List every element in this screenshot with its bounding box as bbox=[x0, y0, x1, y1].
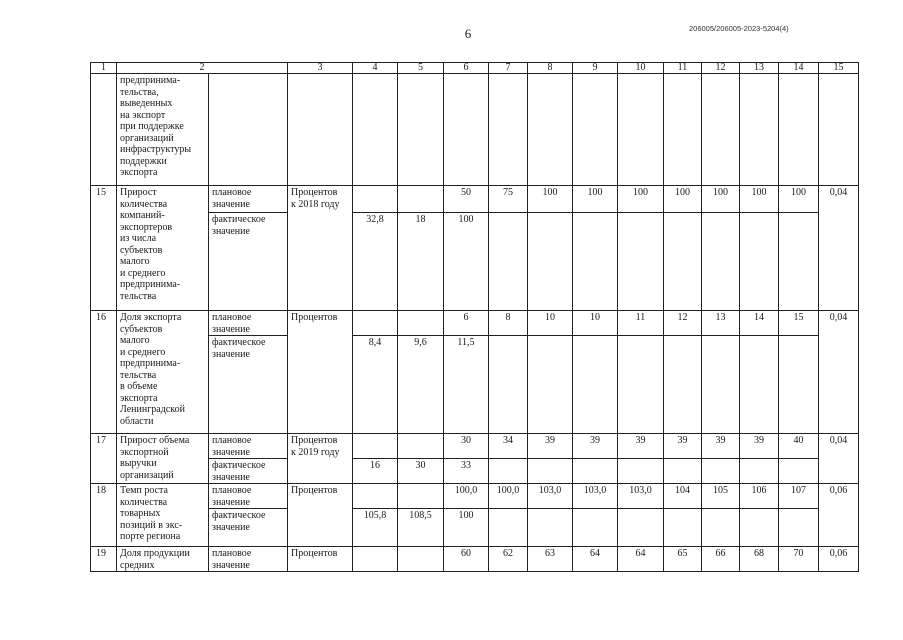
plan-value-col-10: 103,0 bbox=[618, 484, 664, 509]
column-header-10: 10 bbox=[618, 63, 664, 74]
indicator-name: Прирост объема экспортной выручки организаций bbox=[117, 434, 209, 484]
fact-value-col-8 bbox=[528, 336, 573, 434]
fact-value-col-13 bbox=[740, 459, 779, 484]
column-header-7: 7 bbox=[489, 63, 528, 74]
plan-value-col-10: 39 bbox=[618, 434, 664, 459]
plan-value-col-5 bbox=[398, 434, 444, 459]
column-header-9: 9 bbox=[573, 63, 618, 74]
plan-value-col-5 bbox=[398, 484, 444, 509]
plan-value-col-6: 6 bbox=[444, 311, 489, 336]
weight: 0,06 bbox=[819, 484, 859, 547]
fact-value-col-8 bbox=[528, 509, 573, 547]
plan-value-col-13: 68 bbox=[740, 547, 779, 572]
plan-value-col-10: 100 bbox=[618, 186, 664, 213]
plan-value-col-4 bbox=[353, 434, 398, 459]
page-number: 6 bbox=[464, 26, 472, 41]
indicator-row-16-plan bbox=[91, 311, 859, 336]
plan-value-col-12: 13 bbox=[702, 311, 740, 336]
fact-value-col-10 bbox=[618, 509, 664, 547]
column-header-13: 13 bbox=[740, 63, 779, 74]
plan-value-col-6: 100,0 bbox=[444, 484, 489, 509]
plan-value-col-7: 100,0 bbox=[489, 484, 528, 509]
fact-value-col-11 bbox=[664, 336, 702, 434]
indicator-row-17-plan bbox=[91, 434, 859, 459]
value-col-9 bbox=[573, 74, 618, 186]
fact-value-col-11 bbox=[664, 213, 702, 311]
indicators-table bbox=[90, 62, 859, 572]
fact-value-col-14 bbox=[779, 509, 819, 547]
column-header-2: 2 bbox=[117, 63, 288, 74]
fact-value-col-14 bbox=[779, 336, 819, 434]
indicator-name: Прирост количества компаний- экспортеров из числа субъектов малого и среднего предпринима- тельства bbox=[117, 186, 209, 311]
indicator-row-19-plan bbox=[91, 547, 859, 572]
fact-value-col-10 bbox=[618, 336, 664, 434]
weight: 0,06 bbox=[819, 547, 859, 572]
unit: Процентов к 2018 году bbox=[288, 186, 353, 311]
indicator-name: Доля продукции средних bbox=[117, 547, 209, 572]
value-col-10 bbox=[618, 74, 664, 186]
plan-value-col-7: 8 bbox=[489, 311, 528, 336]
plan-value-col-6: 60 bbox=[444, 547, 489, 572]
fact-value-col-9 bbox=[573, 509, 618, 547]
indicator-name: Темп роста количества товарных позиций в экс- порте региона bbox=[117, 484, 209, 547]
value-col-11 bbox=[664, 74, 702, 186]
column-header-1: 1 bbox=[91, 63, 117, 74]
plan-value-col-4 bbox=[353, 547, 398, 572]
plan-value-col-11: 65 bbox=[664, 547, 702, 572]
fact-value-col-14 bbox=[779, 213, 819, 311]
plan-value-col-14: 70 bbox=[779, 547, 819, 572]
fact-value-col-4: 16 bbox=[353, 459, 398, 484]
fact-value-col-7 bbox=[489, 213, 528, 311]
column-header-6: 6 bbox=[444, 63, 489, 74]
fact-value-col-7 bbox=[489, 509, 528, 547]
plan-value-col-4 bbox=[353, 186, 398, 213]
fact-value-col-11 bbox=[664, 459, 702, 484]
fact-value-col-6: 11,5 bbox=[444, 336, 489, 434]
plan-value-col-11: 39 bbox=[664, 434, 702, 459]
fact-value-col-9 bbox=[573, 459, 618, 484]
fact-value-col-12 bbox=[702, 213, 740, 311]
column-header-15: 15 bbox=[819, 63, 859, 74]
fact-value-col-4: 105,8 bbox=[353, 509, 398, 547]
value-col-14 bbox=[779, 74, 819, 186]
plan-value-col-14: 107 bbox=[779, 484, 819, 509]
plan-value-col-13: 100 bbox=[740, 186, 779, 213]
plan-value-col-8: 63 bbox=[528, 547, 573, 572]
fact-value-col-12 bbox=[702, 459, 740, 484]
plan-value-col-14: 100 bbox=[779, 186, 819, 213]
value-col-13 bbox=[740, 74, 779, 186]
fact-value-col-4: 32,8 bbox=[353, 213, 398, 311]
fact-value-col-5: 9,6 bbox=[398, 336, 444, 434]
value-type-label bbox=[209, 74, 288, 186]
table-body bbox=[91, 63, 859, 572]
plan-value-col-7: 75 bbox=[489, 186, 528, 213]
unit: Процентов bbox=[288, 484, 353, 547]
value-col-7 bbox=[489, 74, 528, 186]
fact-value-col-14 bbox=[779, 459, 819, 484]
fact-value-col-7 bbox=[489, 459, 528, 484]
continued-row bbox=[91, 74, 859, 186]
fact-value-col-6: 100 bbox=[444, 213, 489, 311]
plan-value-col-8: 10 bbox=[528, 311, 573, 336]
plan-label: плановое значение bbox=[209, 547, 288, 572]
fact-value-col-5: 30 bbox=[398, 459, 444, 484]
plan-label: плановое значение bbox=[209, 311, 288, 336]
plan-value-col-12: 105 bbox=[702, 484, 740, 509]
plan-value-col-8: 39 bbox=[528, 434, 573, 459]
indicator-number: 16 bbox=[91, 311, 117, 434]
column-header-4: 4 bbox=[353, 63, 398, 74]
plan-value-col-12: 39 bbox=[702, 434, 740, 459]
column-header-12: 12 bbox=[702, 63, 740, 74]
column-header-11: 11 bbox=[664, 63, 702, 74]
plan-value-col-9: 64 bbox=[573, 547, 618, 572]
column-header-5: 5 bbox=[398, 63, 444, 74]
column-header-3: 3 bbox=[288, 63, 353, 74]
unit: Процентов к 2019 году bbox=[288, 434, 353, 484]
indicator-number: 19 bbox=[91, 547, 117, 572]
column-header-8: 8 bbox=[528, 63, 573, 74]
value-col-6 bbox=[444, 74, 489, 186]
unit bbox=[288, 74, 353, 186]
plan-value-col-13: 14 bbox=[740, 311, 779, 336]
indicator-row-15-plan bbox=[91, 186, 859, 213]
plan-value-col-7: 34 bbox=[489, 434, 528, 459]
plan-value-col-5 bbox=[398, 547, 444, 572]
plan-label: плановое значение bbox=[209, 434, 288, 459]
plan-value-col-13: 39 bbox=[740, 434, 779, 459]
indicator-number: 15 bbox=[91, 186, 117, 311]
indicator-name: Доля экспорта субъектов малого и среднего предпринима- тельства в объеме экспорта Ленинградской области bbox=[117, 311, 209, 434]
plan-value-col-14: 40 bbox=[779, 434, 819, 459]
plan-value-col-12: 66 bbox=[702, 547, 740, 572]
fact-label: фактическое значение bbox=[209, 213, 288, 311]
fact-value-col-5: 18 bbox=[398, 213, 444, 311]
plan-value-col-6: 50 bbox=[444, 186, 489, 213]
fact-value-col-13 bbox=[740, 213, 779, 311]
document-code: 206005/206005-2023-5204(4) bbox=[689, 24, 789, 33]
plan-value-col-5 bbox=[398, 186, 444, 213]
plan-value-col-10: 64 bbox=[618, 547, 664, 572]
fact-value-col-12 bbox=[702, 336, 740, 434]
fact-value-col-5: 108,5 bbox=[398, 509, 444, 547]
plan-value-col-5 bbox=[398, 311, 444, 336]
fact-value-col-9 bbox=[573, 336, 618, 434]
value-col-12 bbox=[702, 74, 740, 186]
fact-value-col-13 bbox=[740, 509, 779, 547]
weight bbox=[819, 74, 859, 186]
indicator-number bbox=[91, 74, 117, 186]
indicator-name: предпринима- тельства, выведенных на экспорт при поддержке организаций инфраструктуры поддержки экспорта bbox=[117, 74, 209, 186]
unit: Процентов bbox=[288, 311, 353, 434]
indicator-row-18-plan bbox=[91, 484, 859, 509]
fact-label: фактическое значение bbox=[209, 459, 288, 484]
fact-value-col-8 bbox=[528, 213, 573, 311]
weight: 0,04 bbox=[819, 311, 859, 434]
fact-value-col-10 bbox=[618, 459, 664, 484]
weight: 0,04 bbox=[819, 434, 859, 484]
plan-value-col-14: 15 bbox=[779, 311, 819, 336]
fact-value-col-8 bbox=[528, 459, 573, 484]
plan-value-col-11: 12 bbox=[664, 311, 702, 336]
indicator-number: 17 bbox=[91, 434, 117, 484]
plan-label: плановое значение bbox=[209, 186, 288, 213]
weight: 0,04 bbox=[819, 186, 859, 311]
fact-value-col-12 bbox=[702, 509, 740, 547]
plan-value-col-9: 100 bbox=[573, 186, 618, 213]
plan-value-col-11: 100 bbox=[664, 186, 702, 213]
plan-value-col-12: 100 bbox=[702, 186, 740, 213]
plan-value-col-4 bbox=[353, 311, 398, 336]
column-header-14: 14 bbox=[779, 63, 819, 74]
unit: Процентов bbox=[288, 547, 353, 572]
plan-value-col-6: 30 bbox=[444, 434, 489, 459]
value-col-4 bbox=[353, 74, 398, 186]
plan-value-col-8: 103,0 bbox=[528, 484, 573, 509]
plan-value-col-9: 103,0 bbox=[573, 484, 618, 509]
table-header-row bbox=[91, 63, 859, 74]
fact-value-col-7 bbox=[489, 336, 528, 434]
fact-value-col-11 bbox=[664, 509, 702, 547]
plan-value-col-9: 39 bbox=[573, 434, 618, 459]
fact-value-col-6: 100 bbox=[444, 509, 489, 547]
plan-value-col-9: 10 bbox=[573, 311, 618, 336]
value-col-8 bbox=[528, 74, 573, 186]
fact-label: фактическое значение bbox=[209, 336, 288, 434]
plan-value-col-7: 62 bbox=[489, 547, 528, 572]
fact-value-col-6: 33 bbox=[444, 459, 489, 484]
value-col-5 bbox=[398, 74, 444, 186]
fact-label: фактическое значение bbox=[209, 509, 288, 547]
plan-value-col-4 bbox=[353, 484, 398, 509]
plan-label: плановое значение bbox=[209, 484, 288, 509]
fact-value-col-13 bbox=[740, 336, 779, 434]
plan-value-col-13: 106 bbox=[740, 484, 779, 509]
plan-value-col-11: 104 bbox=[664, 484, 702, 509]
indicator-number: 18 bbox=[91, 484, 117, 547]
fact-value-col-9 bbox=[573, 213, 618, 311]
plan-value-col-8: 100 bbox=[528, 186, 573, 213]
fact-value-col-10 bbox=[618, 213, 664, 311]
fact-value-col-4: 8,4 bbox=[353, 336, 398, 434]
plan-value-col-10: 11 bbox=[618, 311, 664, 336]
